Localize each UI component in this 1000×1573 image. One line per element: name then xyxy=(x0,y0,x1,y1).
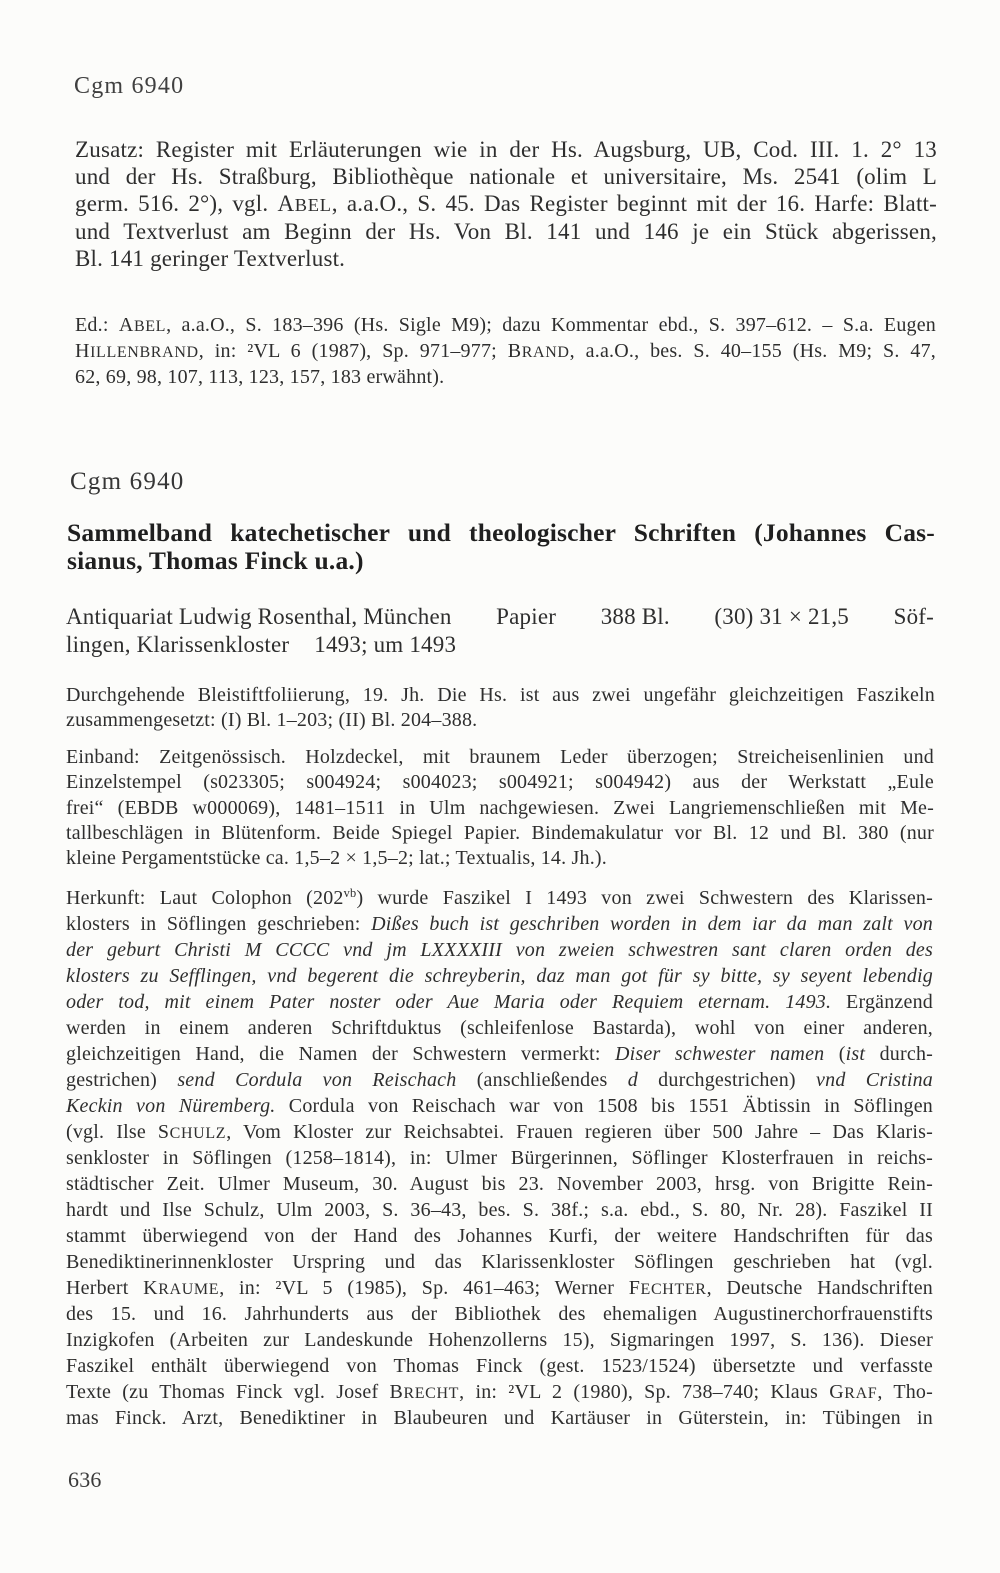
text-run: Ed.: xyxy=(75,314,119,336)
addition-paragraph xyxy=(75,136,937,272)
text-run: ) wurde Faszikel I 1493 von zwei Schwestern des Klarissen- xyxy=(356,887,933,909)
line-content xyxy=(66,708,477,733)
text-run: durchgestrichen) xyxy=(637,1069,817,1091)
text-run: zusammengesetzt: (I) Bl. 1–203; (II) Bl. 204–388. xyxy=(66,708,478,731)
summary-field: Söf- xyxy=(893,604,934,629)
text-line xyxy=(66,1171,933,1197)
author-name: ABEL xyxy=(118,314,167,336)
line-content xyxy=(66,1067,933,1093)
text-run: (vgl. Ilse xyxy=(66,1121,158,1143)
text-line xyxy=(66,1379,933,1405)
line-content xyxy=(66,1405,933,1431)
superscript: vb xyxy=(343,886,357,901)
quoted-source-text: Dißes buch ist geschriben worden in dem iar da man zalt von xyxy=(371,913,933,935)
line-content xyxy=(66,1171,933,1197)
quoted-source-text: der geburt Christi M CCCC vnd jm LXXXXIII von zweien schwestren sant claren orden des xyxy=(66,939,933,961)
text-run: , in: ²VL 6 (1987), Sp. 971–977; xyxy=(198,340,508,362)
text-line xyxy=(75,312,936,338)
text-run: tallbeschlägen in Blütenform. Beide Spiegel Papier. Bindemakulatur vor Bl. 12 und Bl. 380 (nur xyxy=(66,821,934,844)
text-run: , Vom Kloster zur Reichsabtei. Frauen regieren über 500 Jahre – Das Klaris- xyxy=(226,1121,934,1143)
line-content xyxy=(66,683,935,708)
text-run: frei“ (EBDB w000069), 1481–1511 in Ulm nachgewiesen. Zwei Langriemenschließen mit Me- xyxy=(66,796,934,819)
line-content xyxy=(66,1301,933,1327)
line-content xyxy=(75,136,937,163)
text-run: Durchgehende Bleistiftfoliierung, 19. Jh. Die Hs. ist aus zwei ungefähr gleichzeitigen Faszikeln xyxy=(66,683,935,706)
line-content xyxy=(66,1145,933,1171)
line-content xyxy=(66,1093,933,1119)
author-name: ABEL xyxy=(277,191,332,217)
text-line xyxy=(75,190,937,217)
line-content xyxy=(75,364,444,390)
quoted-source-text: klosters zu Sefflingen, vnd begerent die schreyberin, daz man got für sy bitte, sy seyent lebendig xyxy=(66,965,933,987)
line-content xyxy=(66,885,933,911)
foliation-paragraph xyxy=(66,683,935,733)
text-run: Bl. 141 geringer Textverlust. xyxy=(75,245,346,271)
summary-field: lingen, Klarissenkloster xyxy=(66,632,290,657)
summary-field: 1493; um 1493 xyxy=(314,632,457,657)
text-run: Einzelstempel (s023305; s004924; s004023; s004921; s004942) aus der Werkstatt „Eule xyxy=(66,771,934,794)
text-line xyxy=(66,937,933,963)
text-line xyxy=(66,1041,933,1067)
line-content xyxy=(66,770,934,795)
text-line xyxy=(66,1405,933,1431)
text-line xyxy=(66,1093,933,1119)
line-content xyxy=(75,312,936,338)
text-run: werden in einem anderen Schriftduktus (schleifenlose Bastarda), wohl von einer anderen, xyxy=(66,1017,933,1039)
quoted-source-text: vnd Cristina xyxy=(816,1069,933,1091)
line-content xyxy=(67,547,364,575)
text-line xyxy=(66,1301,933,1327)
summary-field: 388 Bl. xyxy=(600,604,670,629)
line-content xyxy=(66,1015,933,1041)
running-head: Cgm 6940 xyxy=(74,73,185,99)
line-content xyxy=(67,519,935,547)
text-line xyxy=(66,1275,933,1301)
text-run: Zusatz: Register mit Erläuterungen wie in der Hs. Augsburg, UB, Cod. III. 1. 2° 13 xyxy=(75,137,937,162)
entry-shelfmark: Cgm 6940 xyxy=(70,468,185,495)
line-content xyxy=(66,1379,933,1405)
text-line xyxy=(66,683,935,708)
line-content xyxy=(66,911,933,937)
line-content xyxy=(66,963,933,989)
text-run: , in: ²VL 2 (1980), Sp. 738–740; Klaus xyxy=(459,1381,830,1403)
text-run: des 15. und 16. Jahrhunderts aus der Bibliothek des ehemaligen Augustinerchorfrauenstifts xyxy=(66,1303,933,1325)
text-run: mas Finck. Arzt, Benediktiner in Blaubeuren und Kartäuser in Güterstein, in: Tübingen in xyxy=(66,1407,933,1429)
text-run: klosters in Söflingen geschrieben: xyxy=(66,913,372,935)
text-line xyxy=(66,885,933,911)
text-line xyxy=(66,1145,933,1171)
line-content xyxy=(66,846,607,871)
text-line xyxy=(66,911,933,937)
line-content xyxy=(75,190,937,217)
text-run: gleichzeitigen Hand, die Namen der Schwestern vermerkt: xyxy=(66,1043,616,1065)
quoted-source-text: oder tod, mit einem Pater noster oder Aue Maria oder Requiem eternam. 1493. xyxy=(66,991,832,1013)
line-content xyxy=(66,1223,933,1249)
text-run: stammt überwiegend von der Hand des Johannes Kurfi, der weitere Handschriften für das xyxy=(66,1225,933,1247)
text-run: ( xyxy=(824,1043,846,1065)
text-run: Cordula von Reischach war von 1508 bis 1551 Äbtissin in Söflingen xyxy=(275,1095,933,1117)
author-name: FECHTER xyxy=(628,1277,707,1299)
text-line xyxy=(66,1015,933,1041)
text-run: hardt und Ilse Schulz, Ulm 2003, S. 36–43, bes. S. 38f.; s.a. ebd., S. 80, Nr. 28). Faszikel II xyxy=(66,1199,933,1221)
line-content xyxy=(66,1275,933,1301)
author-name: GRAF xyxy=(829,1381,878,1403)
text-run: und Textverlust am Beginn der Hs. Von Bl. 141 und 146 je ein Stück abgerissen, xyxy=(75,218,937,244)
text-line xyxy=(75,245,937,272)
line-content xyxy=(66,1119,933,1145)
text-run: 62, 69, 98, 107, 113, 123, 157, 183 erwähnt). xyxy=(75,366,445,388)
line-content xyxy=(75,245,345,272)
text-run: , a.a.O., bes. S. 40–155 (Hs. M9; S. 47, xyxy=(569,340,936,362)
line-content xyxy=(75,218,937,245)
quoted-source-text: d xyxy=(627,1069,638,1091)
text-run: Ergänzend xyxy=(831,991,933,1013)
page-number: 636 xyxy=(68,1467,102,1492)
author-name: BRECHT xyxy=(389,1381,460,1403)
text-run: , in: ²VL 5 (1985), Sp. 461–463; Werner xyxy=(219,1277,629,1299)
text-run: und der Hs. Straßburg, Bibliothèque nationale et universitaire, Ms. 2541 (olim L xyxy=(75,164,937,190)
text-run: (anschließendes xyxy=(456,1069,628,1091)
text-line xyxy=(66,1067,933,1093)
line-content xyxy=(66,821,934,846)
text-line xyxy=(66,1327,933,1353)
line-content xyxy=(66,1041,933,1067)
text-run: , Deutsche Handschriften xyxy=(706,1277,933,1299)
text-line xyxy=(66,796,934,821)
text-run: Texte (zu Thomas Finck vgl. Josef xyxy=(66,1381,390,1403)
text-run: germ. 516. 2°), vgl. xyxy=(75,191,278,217)
text-run: Herkunft: Laut Colophon (202 xyxy=(66,887,344,909)
line-content xyxy=(75,338,936,364)
text-run: , a.a.O., S. 183–396 (Hs. Sigle M9); dazu Kommentar ebd., S. 397–612. – S.a. Eugen xyxy=(166,314,936,336)
text-line xyxy=(75,218,937,245)
text-run: , Tho- xyxy=(877,1381,933,1403)
author-name: SCHULZ xyxy=(157,1121,227,1143)
text-run: Benediktinerinnenkloster Urspring und das Klarissenkloster Söflingen geschrieben hat (vgl. xyxy=(66,1251,933,1273)
author-name: KRAUME xyxy=(143,1277,220,1299)
quoted-source-text: Keckin von Nüremberg. xyxy=(66,1095,276,1117)
text-run: durch- xyxy=(865,1043,934,1065)
text-run: sianus, Thomas Finck u.a.) xyxy=(67,546,364,575)
quoted-source-text: Diser schwester namen xyxy=(615,1043,825,1065)
author-name: HILLENBRAND xyxy=(75,340,199,362)
line-content xyxy=(75,163,937,190)
entry-title xyxy=(67,519,935,575)
text-line xyxy=(67,547,935,575)
binding-paragraph xyxy=(66,745,934,871)
line-content xyxy=(66,745,934,770)
line-content xyxy=(66,989,933,1015)
line-content xyxy=(66,1327,933,1353)
quoted-source-text: ist xyxy=(845,1043,866,1065)
line-content xyxy=(66,937,933,963)
text-line xyxy=(66,708,935,733)
text-line xyxy=(66,1249,933,1275)
text-line xyxy=(67,519,935,547)
line-content xyxy=(66,796,934,821)
entry-summary xyxy=(66,603,934,659)
text-line xyxy=(66,963,933,989)
text-line xyxy=(66,1223,933,1249)
text-run: Inzigkofen (Arbeiten zur Landeskunde Hohenzollerns 15), Sigmaringen 1997, S. 136). Dieser xyxy=(66,1329,933,1351)
text-run: Faszikel enthält überwiegend von Thomas Finck (gest. 1523/1524) übersetzte und verfasste xyxy=(66,1355,933,1377)
text-run: Sammelband katechetischer und theologischer Schriften (Johannes Cas- xyxy=(67,518,935,547)
provenance-paragraph xyxy=(66,885,933,1431)
text-line xyxy=(66,989,933,1015)
summary-field: Antiquariat Ludwig Rosenthal, München xyxy=(66,604,452,629)
text-run: Einband: Zeitgenössisch. Holzdeckel, mit braunem Leder überzogen; Streicheisenlinien und xyxy=(66,746,934,768)
summary-field: (30) 31 × 21,5 xyxy=(714,604,849,629)
text-line xyxy=(75,338,936,364)
text-run: senkloster in Söflingen (1258–1814), in: Ulmer Bürgerinnen, Söflinger Klosterfrauen in reichs- xyxy=(66,1147,933,1169)
author-name: BRAND xyxy=(507,340,570,362)
text-line xyxy=(66,821,934,846)
text-line xyxy=(66,1197,933,1223)
line-content xyxy=(66,1197,933,1223)
text-line xyxy=(66,745,934,770)
text-run: , a.a.O., S. 45. Das Register beginnt mit der 16. Harfe: Blatt- xyxy=(331,191,937,217)
text-line xyxy=(66,770,934,795)
summary-field: Papier xyxy=(496,604,557,629)
text-run: städtischer Zeit. Ulmer Museum, 30. August bis 23. November 2003, hrsg. von Brigitte Rein- xyxy=(66,1173,933,1195)
text-line xyxy=(66,1353,933,1379)
text-run: kleine Pergamentstücke ca. 1,5–2 × 1,5–2; lat.; Textualis, 14. Jh.). xyxy=(66,847,607,870)
text-line xyxy=(75,364,936,390)
text-run: gestrichen) xyxy=(66,1069,178,1091)
text-line xyxy=(75,163,937,190)
line-content xyxy=(66,1353,933,1379)
quoted-source-text: send Cordula von Reischach xyxy=(177,1069,457,1091)
line-content xyxy=(66,1249,933,1275)
text-run: Herbert xyxy=(66,1277,144,1299)
text-line xyxy=(75,136,937,163)
edition-paragraph xyxy=(75,312,936,390)
summary-line xyxy=(66,603,934,631)
summary-line xyxy=(66,631,934,659)
text-line xyxy=(66,1119,933,1145)
text-line xyxy=(66,846,934,871)
